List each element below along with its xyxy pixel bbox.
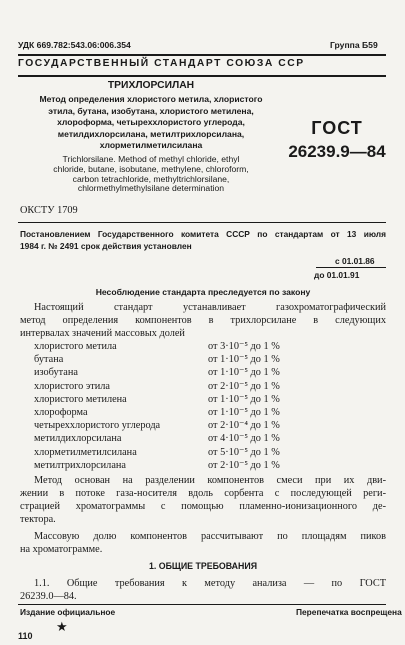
- intro-line: Настоящий стандарт устанавливает газохроматографический: [34, 302, 386, 313]
- footer-rule: [18, 604, 386, 605]
- component-row: [34, 459, 334, 472]
- page-number: 110: [18, 631, 33, 641]
- section-paragraph: [20, 577, 386, 603]
- component-range: от 5·10⁻⁵ до 1 %: [208, 446, 280, 458]
- standard-banner: ГОСУДАРСТВЕННЫЙ СТАНДАРТ СОЮЗА ССР: [18, 58, 305, 69]
- component-range: от 1·10⁻⁵ до 1 %: [208, 354, 280, 366]
- validity-to: до 01.01.91: [314, 270, 360, 280]
- decree-block: [20, 229, 386, 253]
- component-name: хлористого метила: [34, 341, 117, 352]
- method-line: жении в потоке газа-носителя вдоль сорбента с последующей реги-: [20, 488, 386, 499]
- component-name: бутана: [34, 354, 64, 366]
- star-icon: ★: [56, 619, 68, 634]
- subtitle-line: хлорметилметилсилана: [99, 140, 203, 151]
- method-paragraph: [20, 474, 386, 526]
- header-rule-top: [18, 54, 386, 56]
- component-range: от 1·10⁻⁵ до 1 %: [208, 393, 280, 405]
- component-range: от 1·10⁻⁵ до 1 %: [208, 406, 280, 418]
- component-name: хлороформа: [34, 406, 88, 418]
- mass-paragraph: [20, 530, 386, 556]
- component-range: от 4·10⁻⁵ до 1 %: [208, 433, 280, 445]
- official-edition: Издание официальное: [20, 607, 116, 617]
- component-name: хлорметилметилсилана: [34, 446, 137, 458]
- section-line: 26239.0—84.: [20, 591, 77, 602]
- legal-notice: Несоблюдение стандарта преследуется по закону: [95, 287, 311, 297]
- latin-title-block: [20, 155, 282, 194]
- component-range: от 2·10⁻⁴ до 1 %: [208, 420, 280, 432]
- subtitle-line: Метод определения хлористого метила, хлористого: [39, 94, 263, 104]
- udk-code: УДК 669.782:543.06:006.354: [18, 40, 131, 50]
- reprint-notice: Перепечатка воспрещена: [296, 607, 402, 617]
- component-range: от 2·10⁻⁵ до 1 %: [208, 459, 280, 471]
- intro-line: интервалах значений массовых долей: [20, 328, 185, 339]
- component-row: [34, 353, 334, 366]
- section-line: 1.1. Общие требования к методу анализа — по ГОСТ: [34, 578, 386, 589]
- latin-title-line: Trichlorsilane. Method of methyl chloride, ethyl: [62, 154, 240, 164]
- validity-from: с 01.01.86: [335, 256, 375, 266]
- component-row: [34, 432, 334, 445]
- latin-title-line: carbon tetrachloride, methyltrichlorsilane,: [72, 173, 230, 184]
- component-row: [34, 393, 334, 406]
- component-range: от 2·10⁻⁵ до 1 %: [208, 380, 280, 392]
- decree-line: 1984 г. № 2491 срок действия установлен: [20, 240, 192, 251]
- component-range: от 3·10⁻⁵ до 1 %: [208, 341, 280, 352]
- component-name: метилтрихлорсилана: [34, 459, 126, 471]
- okstu-code: ОКСТУ 1709: [20, 205, 78, 216]
- component-row: [34, 380, 334, 393]
- subtitle-line: этила, бутана, изобутана, хлористого метилена,: [48, 105, 254, 116]
- component-row: [34, 366, 334, 379]
- component-row: [34, 419, 334, 432]
- intro-line: метод определения компонентов в трихлорсилане в следующих: [20, 315, 386, 326]
- mass-line: Массовую долю компонентов рассчитывают по площадям пиков: [34, 531, 386, 542]
- component-name: изобутана: [34, 367, 78, 379]
- method-line: страцией хроматограммы с помощью пламенно-ионизационного де-: [20, 501, 386, 512]
- component-row: [34, 406, 334, 419]
- document-title: ТРИХЛОРСИЛАН: [107, 80, 195, 91]
- latin-title-line: chlormethylmethylsilane determination: [77, 183, 225, 194]
- component-name: хлористого этила: [34, 380, 111, 392]
- component-name: четыреххлористого углерода: [34, 420, 161, 432]
- method-line: тектора.: [20, 514, 56, 525]
- subtitle-block: [20, 94, 282, 152]
- component-name: метилдихлорсилана: [34, 433, 122, 445]
- components-list: [34, 340, 334, 472]
- mass-line: на хроматограмме.: [20, 544, 103, 555]
- component-row: [34, 446, 334, 459]
- latin-title-line: chloride, butane, isobutane, methylene, chloroform,: [53, 163, 249, 174]
- validity-rule: [316, 267, 386, 268]
- component-range: от 1·10⁻⁵ до 1 %: [208, 367, 280, 379]
- component-row: [34, 340, 334, 353]
- section-heading: 1. ОБЩИЕ ТРЕБОВАНИЯ: [148, 561, 258, 571]
- group-code: Группа Б59: [330, 40, 378, 50]
- intro-paragraph: [20, 301, 386, 340]
- gost-label: ГОСТ: [311, 118, 363, 138]
- decree-line: Постановлением Государственного комитета СССР по стандартам от 13 июля: [20, 229, 386, 239]
- okstu-rule: [18, 222, 386, 223]
- method-line: Метод основан на разделении компонентов смеси при их дви-: [34, 475, 386, 486]
- header-rule-bottom: [18, 75, 386, 77]
- gost-number: 26239.9—84: [288, 142, 386, 161]
- subtitle-line: хлороформа, четыреххлористого углерода,: [57, 117, 245, 128]
- subtitle-line: метилдихлорсилана, метилтрихлорсилана,: [57, 128, 245, 139]
- component-name: хлористого метилена: [34, 393, 127, 405]
